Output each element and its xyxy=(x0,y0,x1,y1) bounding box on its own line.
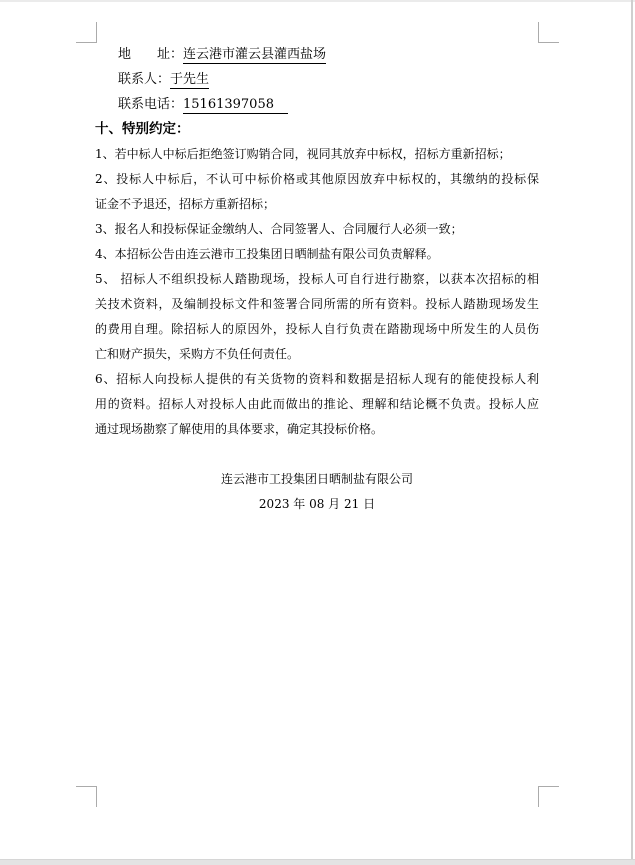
terms-line: 用的资料。招标人对投标人由此而做出的推论、理解和结论概不负责。投标人应 xyxy=(95,397,539,411)
terms-line: 6、招标人向投标人提供的有关货物的资料和数据是招标人现有的能使投标人利 xyxy=(95,372,539,386)
address-label: 地 址： xyxy=(118,47,184,62)
contact-person-value: 于先生 xyxy=(170,72,210,87)
phone-value: 15161397058 xyxy=(183,97,288,114)
terms-line: 4、本招标公告由连云港市工投集团日晒制盐有限公司负责解释。 xyxy=(95,247,439,261)
terms-line: 3、报名人和投标保证金缴纳人、合同签署人、合同履行人必须一致； xyxy=(95,222,463,236)
signature-company: 连云港市工投集团日晒制盐有限公司 xyxy=(220,472,413,486)
terms-line: 1、若中标人中标后拒绝签订购销合同，视同其放弃中标权，招标方重新招标； xyxy=(95,147,511,161)
contact-person-label: 联系人： xyxy=(118,72,171,87)
special-terms-body xyxy=(95,142,539,442)
terms-line: 证金不予退还，招标方重新招标； xyxy=(95,197,276,211)
phone-line xyxy=(95,92,539,117)
terms-line: 通过现场勘察了解使用的具体要求，确定其投标价格。 xyxy=(95,422,384,436)
margin-crop-mark-bottom-left-icon xyxy=(76,786,97,807)
terms-line: 2、投标人中标后，不认可中标价格或其他原因放弃中标权的，其缴纳的投标保 xyxy=(95,172,539,186)
window-edge-right xyxy=(631,0,633,861)
window-edge-top xyxy=(0,0,635,2)
margin-crop-mark-top-left-icon xyxy=(76,22,97,43)
terms-line: 的费用自理。除招标人的原因外，投标人自行负责在踏勘现场中所发生的人员伤 xyxy=(95,322,539,336)
terms-line: 亡和财产损失，采购方不负任何责任。 xyxy=(95,347,300,361)
contact-person-line xyxy=(95,67,539,92)
terms-line: 5、 招标人不组织投标人踏勘现场，投标人可自行进行勘察，以获本次招标的相 xyxy=(95,272,539,286)
terms-line: 关技术资料，及编制投标文件和签署合同所需的所有资料。投标人踏勘现场发生 xyxy=(95,297,539,311)
phone-label: 联系电话： xyxy=(118,97,184,112)
window-edge-bottom xyxy=(0,859,635,865)
signature-date: 2023 年 08 月 21 日 xyxy=(258,497,376,511)
margin-crop-mark-top-right-icon xyxy=(538,22,559,43)
margin-crop-mark-bottom-right-icon xyxy=(538,786,559,807)
blank-line xyxy=(95,442,539,467)
page-content xyxy=(95,42,539,517)
address-line xyxy=(95,42,539,67)
address-value: 连云港市灌云县灌西盐场 xyxy=(183,47,327,62)
section-heading: 十、特别约定： xyxy=(95,121,190,137)
